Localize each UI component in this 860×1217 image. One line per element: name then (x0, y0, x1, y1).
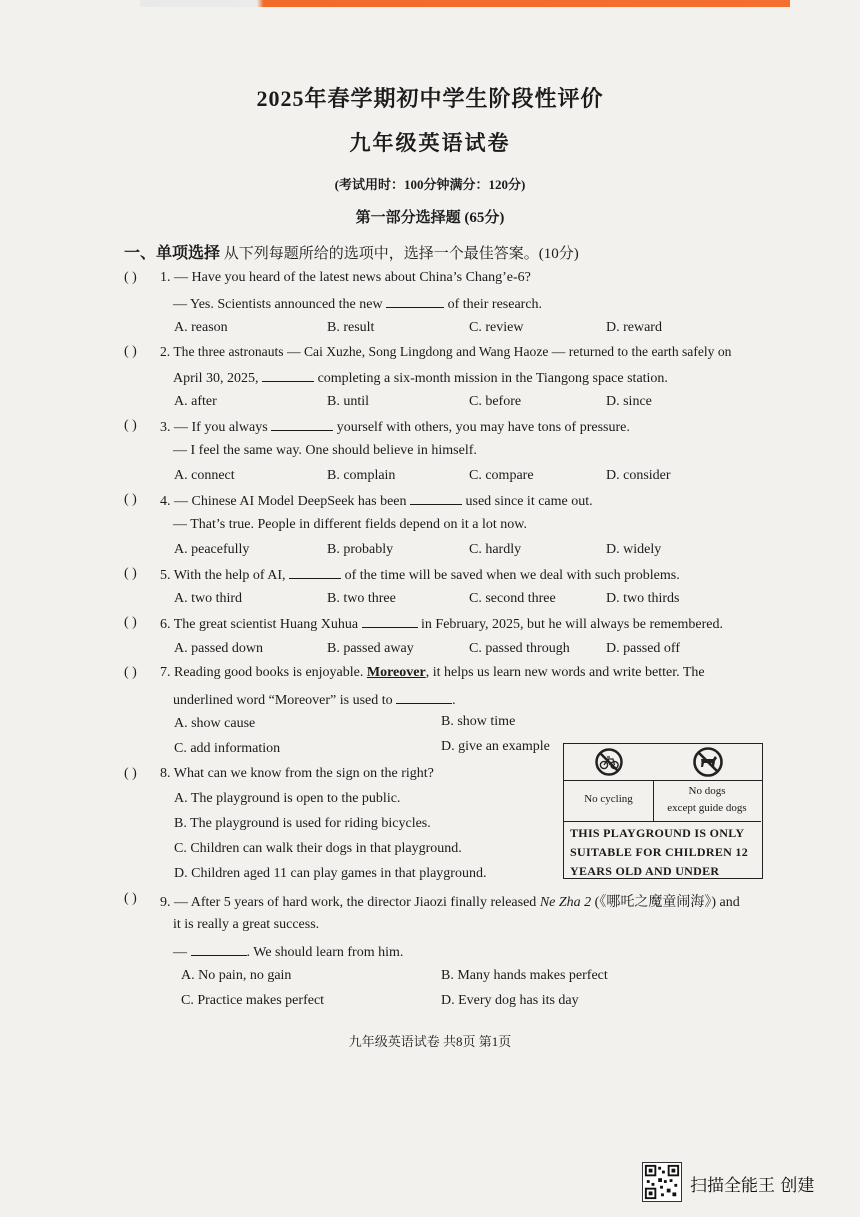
option-4c: C. hardly (469, 542, 522, 557)
answer-paren[interactable]: ( ) (124, 344, 137, 359)
question-7: 7. Reading good books is enjoyable. Moreover, it helps us learn new words and write better. The (160, 665, 705, 680)
question-4-line-2: — That’s true. People in different fields depend on it a lot now. (173, 517, 527, 532)
question-5: 5. With the help of AI, of the time will be saved when we deal with such problems. (160, 568, 680, 583)
answer-paren[interactable]: ( ) (124, 418, 137, 433)
option-8c: C. Children can walk their dogs in that playground. (174, 841, 462, 856)
option-4d: D. widely (606, 542, 662, 557)
option-2a: A. after (174, 394, 217, 409)
answer-paren[interactable]: ( ) (124, 766, 137, 781)
sign-icon-row (564, 744, 762, 781)
answer-paren[interactable]: ( ) (124, 566, 137, 581)
question-3-line-2: — I feel the same way. One should believe in himself. (173, 443, 477, 458)
option-4a: A. peacefully (174, 542, 250, 557)
option-1b: B. result (327, 320, 375, 335)
question-1-line-2: — Yes. Scientists announced the new of their research. (173, 297, 543, 312)
section-instruction: 从下列每题所给的选项中，选择一个最佳答案。(10分) (223, 246, 579, 262)
option-2c: C. before (469, 394, 522, 409)
option-8b: B. The playground is used for riding bicycles. (174, 816, 431, 831)
option-6a: A. passed down (174, 641, 264, 656)
question-6: 6. The great scientist Huang Xuhua in February, 2025, but he will always be remembered. (160, 617, 723, 632)
exam-subtitle: 九年级英语试卷 (349, 131, 511, 155)
option-5d: D. two thirds (606, 591, 680, 606)
option-3b: B. complain (327, 468, 396, 483)
option-2b: B. until (327, 394, 370, 409)
question-9-line-2: it is really a great success. (173, 917, 320, 932)
answer-paren[interactable]: ( ) (124, 615, 137, 630)
sign-caption-left: No cycling (564, 780, 653, 822)
question-9-line-3: — . We should learn from him. (173, 945, 404, 960)
question-3: 3. — If you always yourself with others, you may have tons of pressure. (160, 420, 630, 435)
question-2: 2. The three astronauts — Cai Xuzhe, Song Lingdong and Wang Haoze — returned to the earth safely on (160, 344, 732, 359)
option-9d: D. Every dog has its day (441, 993, 579, 1008)
answer-paren[interactable]: ( ) (124, 891, 137, 906)
exam-info: (考试用时：100分钟满分：120分) (334, 177, 526, 192)
option-9c: C. Practice makes perfect (181, 993, 325, 1008)
question-8: 8. What can we know from the sign on the right? (160, 766, 434, 781)
option-1c: C. review (469, 320, 524, 335)
part-heading: 第一部分选择题 (65分) (355, 210, 505, 226)
answer-paren[interactable]: ( ) (124, 492, 137, 507)
section-title: 一、单项选择 (124, 245, 221, 262)
answer-paren[interactable]: ( ) (124, 270, 137, 285)
option-8d: D. Children aged 11 can play games in that playground. (174, 866, 487, 881)
option-6c: C. passed through (469, 641, 570, 656)
option-6b: B. passed away (327, 641, 414, 656)
option-2d: D. since (606, 394, 652, 409)
option-8a: A. The playground is open to the public. (174, 791, 401, 806)
question-2-line-2: April 30, 2025, completing a six-month mission in the Tiangong space station. (173, 371, 668, 386)
sign-caption-right: No dogs except guide dogs (653, 780, 761, 822)
page-footer: 九年级英语试卷 共8页 第1页 (348, 1034, 512, 1049)
scanner-watermark (642, 1162, 842, 1204)
option-7a: A. show cause (174, 716, 256, 731)
exam-title: 2025年春学期初中学生阶段性评价 (256, 86, 604, 111)
option-5a: A. two third (174, 591, 243, 606)
option-7c: C. add information (174, 741, 281, 756)
option-3c: C. compare (469, 468, 534, 483)
qr-code-icon (642, 1162, 682, 1202)
option-5c: C. second three (469, 591, 556, 606)
underlined-word: Moreover (366, 665, 426, 680)
question-4: 4. — Chinese AI Model DeepSeek has been used since it came out. (160, 494, 593, 509)
playground-sign (563, 743, 763, 879)
option-3d: D. consider (606, 468, 671, 483)
sign-rule-text: THIS PLAYGROUND IS ONLY SUITABLE FOR CHILDREN 12 YEARS OLD AND UNDER (570, 826, 749, 878)
option-9b: B. Many hands makes perfect (441, 968, 608, 983)
option-7b: B. show time (441, 714, 516, 729)
no-cycling-icon (594, 747, 624, 777)
option-1d: D. reward (606, 320, 662, 335)
option-9a: A. No pain, no gain (181, 968, 292, 983)
question-9: 9. — After 5 years of hard work, the director Jiaozi finally released Ne Zha 2 (《哪吒之魔童闹海》) and (160, 895, 740, 910)
option-1a: A. reason (174, 320, 228, 335)
question-7-line-2: underlined word “Moreover” is used to . (173, 693, 456, 708)
option-6d: D. passed off (606, 641, 681, 656)
scan-top-edge (140, 0, 790, 7)
option-5b: B. two three (327, 591, 396, 606)
watermark-text: 扫描全能王 创建 (690, 1176, 815, 1196)
answer-paren[interactable]: ( ) (124, 665, 137, 680)
question-1: 1. — Have you heard of the latest news about China’s Chang’e-6? (160, 270, 531, 285)
option-4b: B. probably (327, 542, 394, 557)
option-7d: D. give an example (441, 739, 550, 754)
section-heading (124, 240, 579, 263)
no-dogs-icon (692, 746, 724, 778)
option-3a: A. connect (174, 468, 235, 483)
